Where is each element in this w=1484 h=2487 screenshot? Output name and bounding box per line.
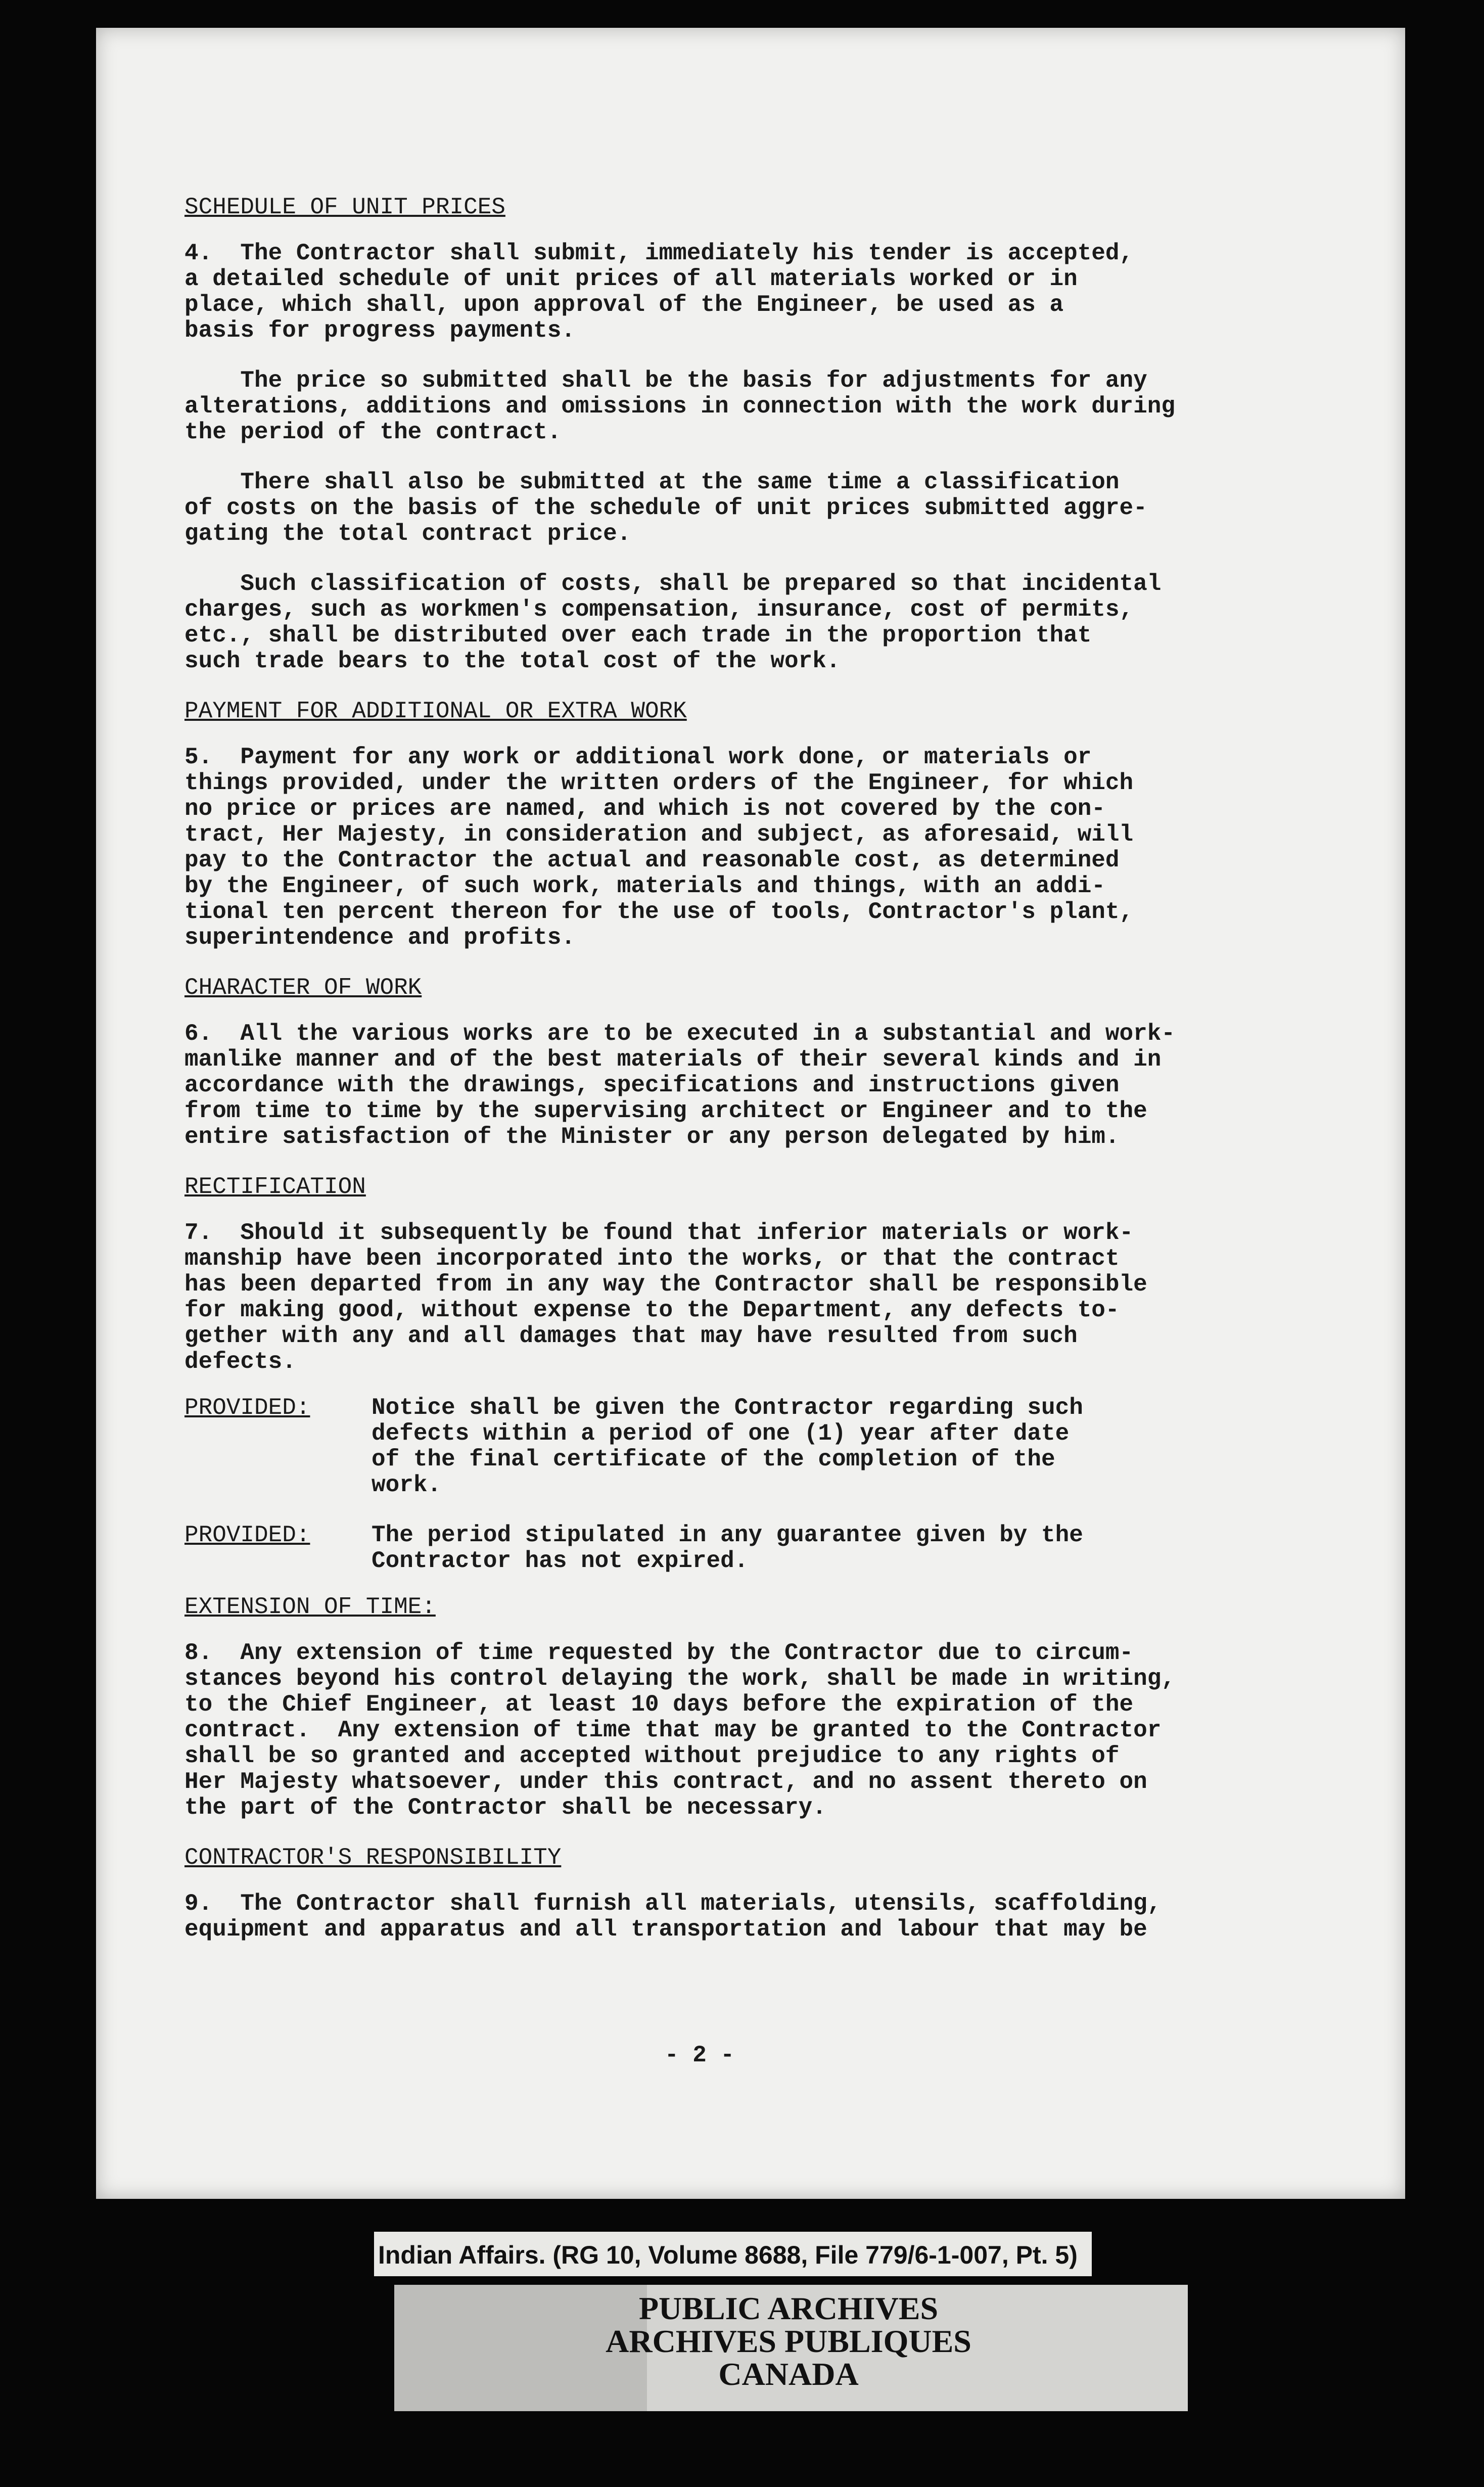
stamp-line-public-archives: PUBLIC ARCHIVES xyxy=(638,2290,939,2326)
stamp-line-canada: CANADA xyxy=(718,2356,859,2392)
paragraph-8: 8. Any extension of time requested by the Contractor due to circum- stances beyond his control delaying the work, shall be made in writing, to the Chief Engineer, at least 10 days before the expiration of the contract. Any extension of time that may be granted to the Contractor shall be so granted and accepted without prejudice to any rights of Her Majesty whatsoever, under this contract, and no assent thereto on the part of the Contractor shall be necessary. xyxy=(184,1640,1175,1821)
section-heading-unit-prices: SCHEDULE OF UNIT PRICES xyxy=(184,194,505,220)
document-page xyxy=(96,28,1405,2199)
paragraph-4-classification: There shall also be submitted at the same time a classification of costs on the basis of the schedule of unit prices submitted aggre- gating the total contract price. xyxy=(184,469,1147,547)
section-heading-character-of-work: CHARACTER OF WORK xyxy=(184,975,422,1001)
proviso-text: Notice shall be given the Contractor regarding such defects within a period of one (1) year after date of the final certificate of the completion of the work. xyxy=(372,1395,1083,1498)
paragraph-4-price-basis: The price so submitted shall be the basis for adjustments for any alterations, additions and omissions in connection with the work during the period of the contract. xyxy=(184,367,1175,445)
proviso-label: PROVIDED: xyxy=(184,1522,310,1548)
paragraph-9: 9. The Contractor shall furnish all materials, utensils, scaffolding, equipment and apparatus and all transportation and labour that may be xyxy=(184,1891,1162,1943)
stamp-line-archives-publiques: ARCHIVES PUBLIQUES xyxy=(606,2323,971,2359)
section-heading-extension-of-time: EXTENSION OF TIME: xyxy=(184,1594,436,1620)
document-body xyxy=(184,195,1347,1943)
page-number: - 2 - xyxy=(665,2042,735,2068)
section-heading-rectification: RECTIFICATION xyxy=(184,1174,366,1200)
archive-citation: Indian Affairs. (RG 10, Volume 8688, File 779/6-1-007, Pt. 5) xyxy=(378,2241,1078,2269)
paragraph-4: 4. The Contractor shall submit, immediately his tender is accepted, a detailed schedule of unit prices of all materials worked or in place, which shall, upon approval of the Engineer, be used as a basis for progress payments. xyxy=(184,240,1134,344)
paragraph-6: 6. All the various works are to be executed in a substantial and work- manlike manner and of the best materials of their several kinds and in accordance with the drawings, specifications and instructions given from time to time by the supervising architect or Engineer and to the entire satisfaction of the Minister or any person delegated by him. xyxy=(184,1021,1175,1150)
proviso-notice xyxy=(184,1395,1347,1498)
proviso-guarantee xyxy=(184,1523,1347,1574)
paragraph-4-incidental-charges: Such classification of costs, shall be prepared so that incidental charges, such as workmen's compensation, insurance, cost of permits, etc., shall be distributed over each trade in the proportion that such trade bears to the total cost of the work. xyxy=(184,571,1162,674)
proviso-text: The period stipulated in any guarantee given by the Contractor has not expired. xyxy=(372,1522,1083,1574)
section-heading-contractor-responsibility: CONTRACTOR'S RESPONSIBILITY xyxy=(184,1845,562,1871)
proviso-label: PROVIDED: xyxy=(184,1395,310,1421)
section-heading-extra-work: PAYMENT FOR ADDITIONAL OR EXTRA WORK xyxy=(184,698,687,724)
paragraph-5: 5. Payment for any work or additional work done, or materials or things provided, under the written orders of the Engineer, for which no price or prices are named, and which is not covered by the con- tract, Her Majesty, in consideration and subject, as aforesaid, will pay to the Contractor the actual and reasonable cost, as determined by the Engineer, of such work, materials and things, with an addi- tional ten percent thereon for the use of tools, Contractor's plant, superintendence and profits. xyxy=(184,744,1134,951)
paragraph-7: 7. Should it subsequently be found that inferior materials or work- manship have been incorporated into the works, or that the contract has been departed from in any way the Contractor shall be responsible for making good, without expense to the Department, any defects to- gether with any and all damages that may have resulted from such defects. xyxy=(184,1220,1147,1375)
